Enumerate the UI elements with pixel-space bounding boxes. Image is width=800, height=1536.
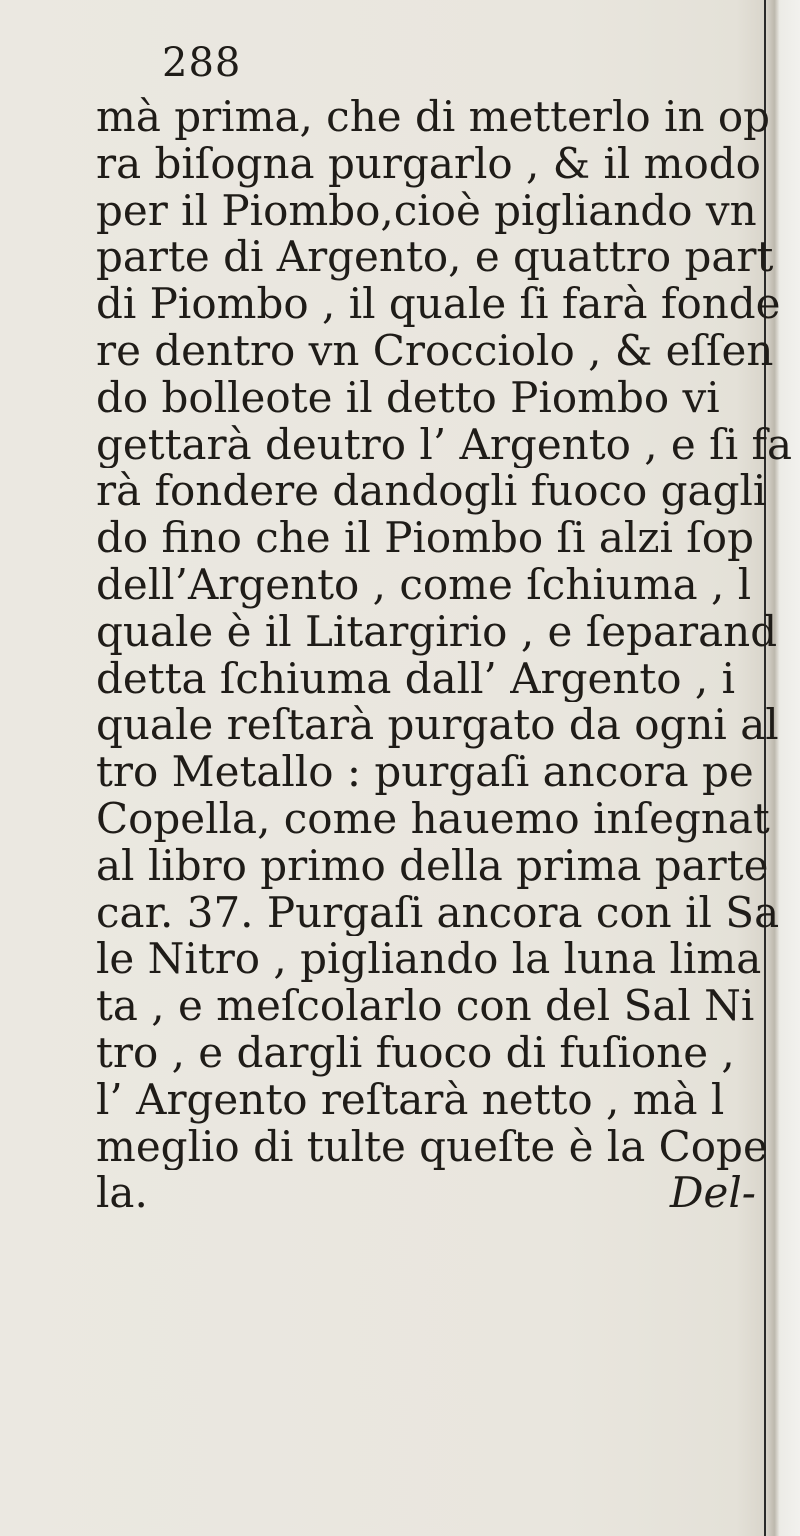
text-line: gettarà deutro l’ Argento , e ſi fa (96, 421, 793, 469)
text-line: re dentro vn Crocciolo , & eſſen (96, 327, 774, 375)
final-line-text: la. (96, 1170, 148, 1218)
text-line: le Nitro , pigliando la luna lima (96, 936, 762, 984)
text-line: al libro primo della prima parte (96, 842, 769, 890)
final-line (96, 1170, 756, 1217)
text-line: mà prima, che di metterlo in op (96, 94, 771, 141)
text-line: do bolleote il detto Piombo vi (96, 374, 720, 422)
text-line: quale è il Litargirio , e ſeparand (96, 608, 778, 656)
text-line: do fino che il Piombo ſi alzi ſop (96, 515, 754, 562)
text-line: rà fondere dandogli fuoco gagli (96, 468, 767, 516)
text-line: quale reſtarà purgato da ogni al (96, 702, 779, 750)
text-line: ta , e meſcolarlo con del Sal Ni (96, 983, 755, 1030)
text-line: parte di Argento, e quattro part (96, 234, 774, 282)
text-line: tro , e dargli fuoco di fuſione , (96, 1029, 735, 1077)
text-line: per il Piombo,cioè pigliando vn (96, 187, 757, 235)
page-number: 288 (162, 40, 242, 86)
text-line: di Piombo , il quale ſi farà fonde (96, 281, 781, 328)
text-line: tro Metallo : purgaſi ancora pe (96, 749, 754, 796)
text-line: meglio di tulte queſte è la Cope (96, 1123, 768, 1171)
text-block (96, 94, 796, 1217)
text-line: Copella, come hauemo inſegnat (96, 795, 770, 843)
text-line: dell’Argento , come ſchiuma , l (96, 561, 752, 609)
text-line: car. 37. Purgaſi ancora con il Sa (96, 889, 780, 937)
text-line: ra biſogna purgarlo , & il modo (96, 140, 761, 188)
text-line: l’ Argento reſtarà netto , mà l (96, 1076, 725, 1124)
catchword: Del- (669, 1170, 756, 1218)
text-line: detta ſchiuma dall’ Argento , i (96, 655, 736, 703)
